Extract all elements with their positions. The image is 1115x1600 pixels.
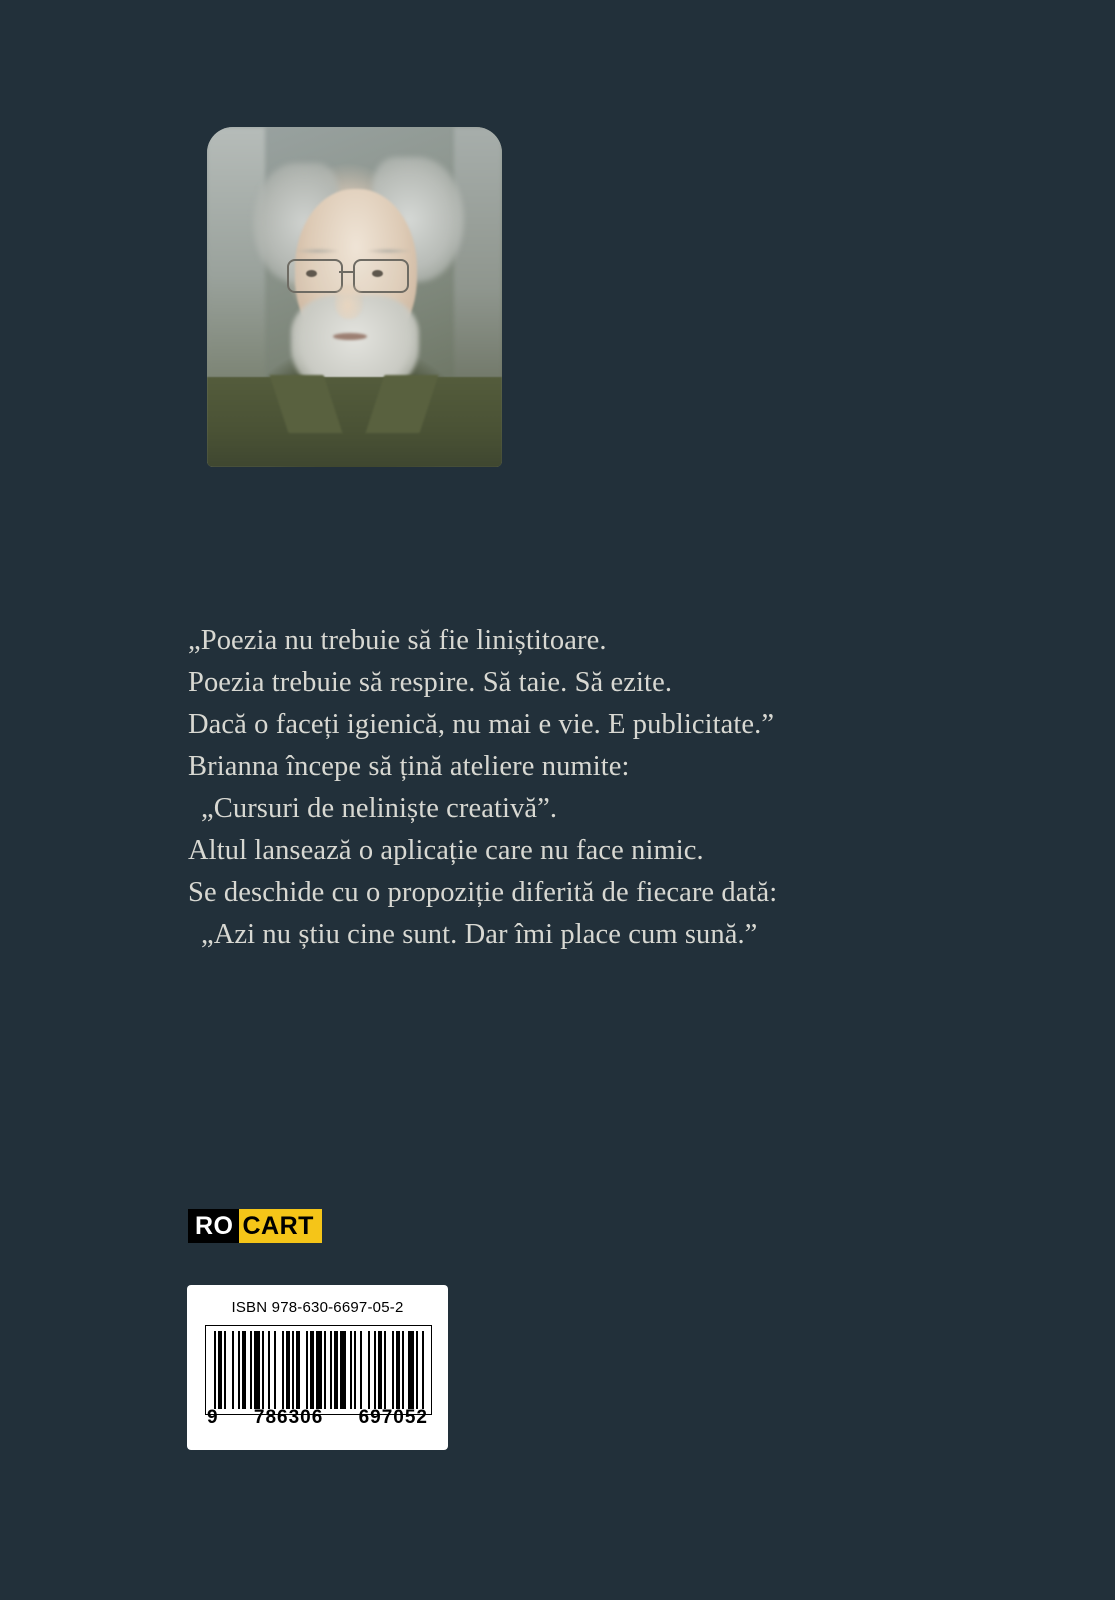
barcode-digits — [205, 1407, 430, 1429]
photo-nose — [335, 285, 363, 319]
publisher-logo-cart: CART — [239, 1209, 322, 1243]
publisher-logo-ro: RO — [188, 1209, 239, 1243]
isbn-label: ISBN 978-630-6697-05-2 — [231, 1299, 404, 1316]
blurb-line: Se deschide cu o propoziție diferită de fiecare dată: — [188, 877, 778, 908]
barcode-image — [205, 1325, 432, 1415]
photo-background-left — [207, 127, 265, 397]
author-photo — [207, 127, 502, 467]
barcode-digit-group2: 697052 — [358, 1407, 428, 1428]
photo-mouth — [333, 333, 367, 340]
photo-background-right — [454, 127, 502, 397]
author-photo-image — [207, 127, 502, 467]
barcode-block — [187, 1285, 448, 1450]
photo-eyeglass-bridge — [339, 271, 353, 273]
publisher-logo — [188, 1209, 322, 1243]
blurb-line: Poezia trebuie să respire. Să taie. Să ezite. — [188, 667, 673, 698]
photo-eyebrows — [293, 247, 413, 255]
barcode-digit-group1: 786306 — [253, 1407, 324, 1428]
blurb-text — [188, 620, 988, 956]
blurb-line: Dacă o faceți igienică, nu mai e vie. E publicitate.” — [188, 709, 775, 740]
blurb-line: „Poezia nu trebuie să fie liniștitoare. — [188, 625, 607, 656]
blurb-line: Brianna începe să țină ateliere numite: — [188, 751, 630, 782]
photo-eyeglass-left — [287, 259, 343, 293]
blurb-line: „Cursuri de neliniște creativă”. — [201, 793, 558, 824]
photo-eyeglass-right — [353, 259, 409, 293]
barcode-bars — [214, 1331, 423, 1409]
blurb-line: „Azi nu știu cine sunt. Dar îmi place cum sună.” — [201, 919, 758, 950]
photo-shirt — [207, 377, 502, 467]
barcode-digit-left: 9 — [207, 1407, 219, 1428]
blurb-line: Altul lansează o aplicație care nu face nimic. — [188, 835, 704, 866]
